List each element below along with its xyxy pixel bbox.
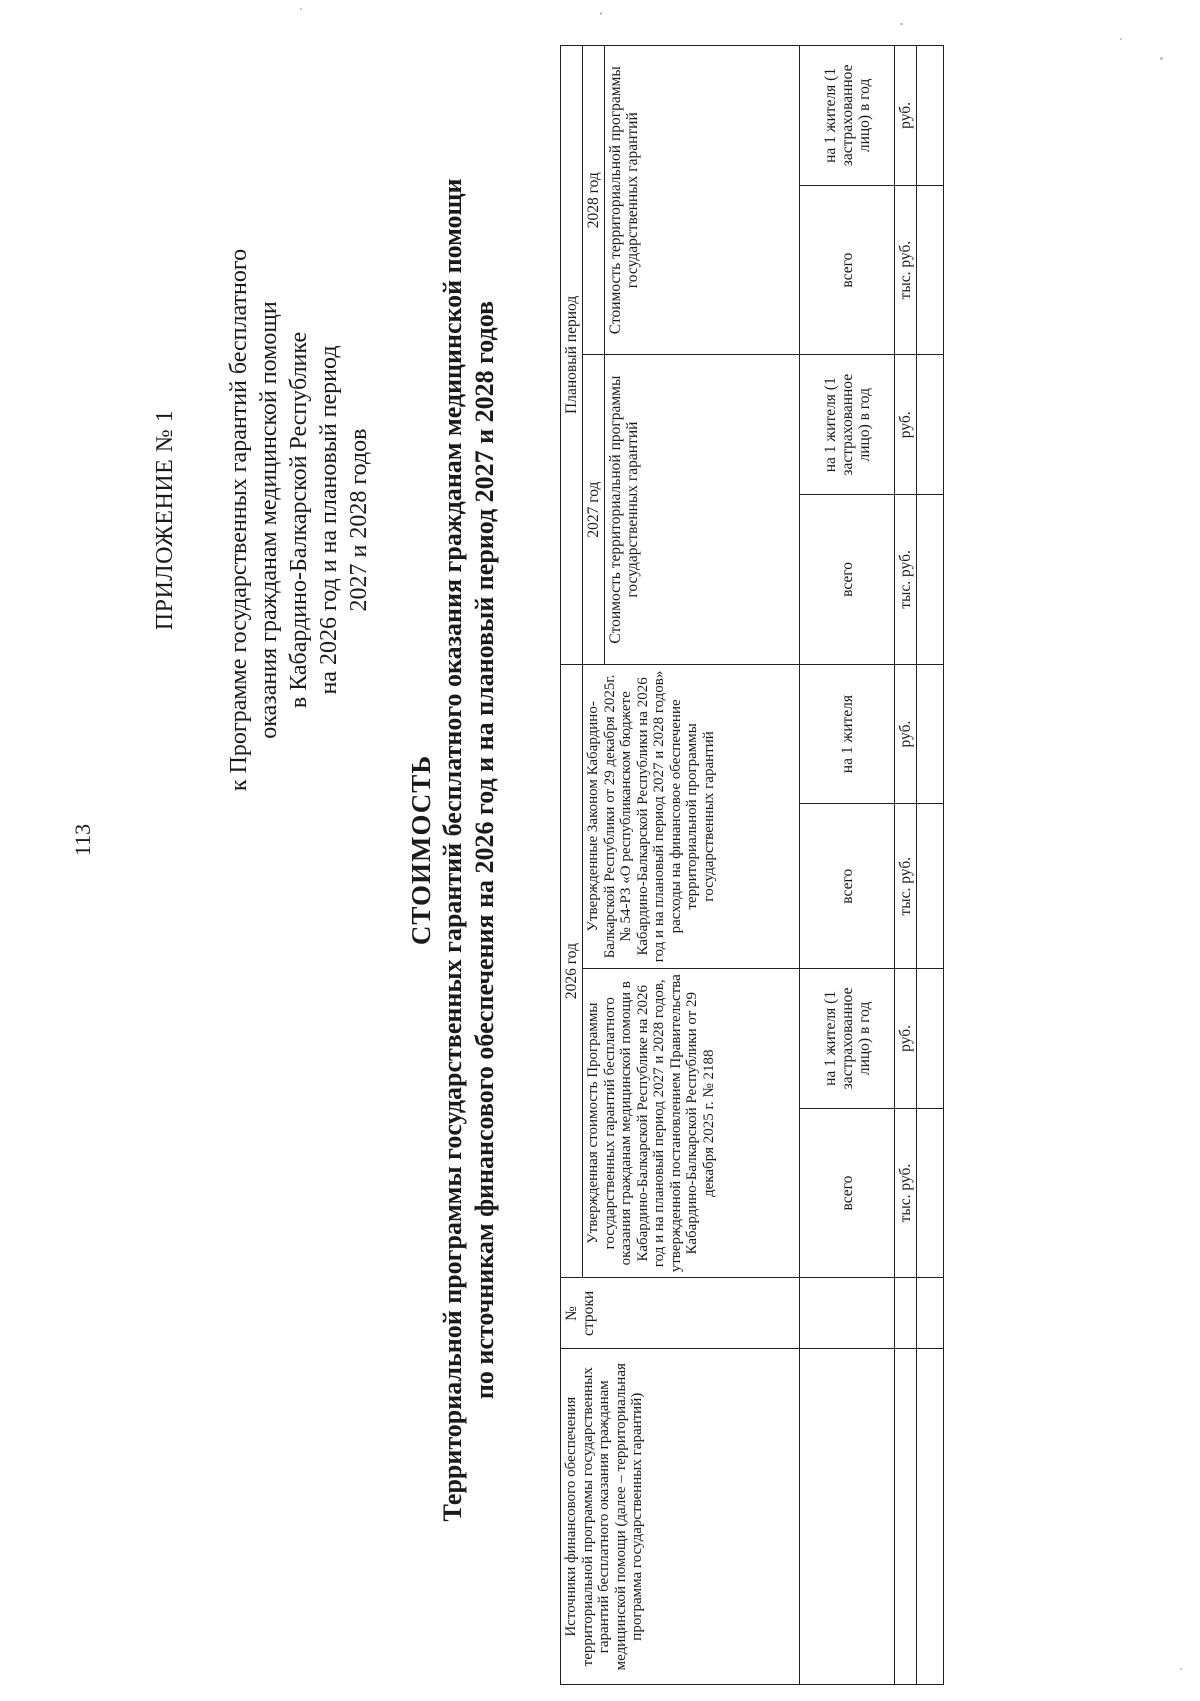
scan-noise xyxy=(1120,38,1122,40)
per-resident-header: на 1 жителя xyxy=(800,664,895,804)
heading-title: СТОИМОСТЬ xyxy=(406,754,436,946)
unit-cell: руб. xyxy=(895,664,917,804)
scan-noise xyxy=(300,8,302,10)
approved-cost-header: Утвержденная стоимость Программы государственных гарантий бесплатного оказания гражданам медицинской помощи в Кабардино-Балкарской Республике на 2026 год и на плановый период 2027 и 2028 годов, утвержденной постановлением Правительства Кабардино-Балкарской Республики от 29 декабря 2025 г. № 2188 xyxy=(583,969,800,1278)
year-2026-header: 2026 год xyxy=(561,664,583,1278)
source-header: Источники финансового обеспечения территориальной программы государственных гарантий бесплатного оказания гражданам медицинской помощи (далее – территориальная программа государственных гарантий) xyxy=(561,1349,800,1685)
year-2028-header: 2028 год xyxy=(583,46,605,355)
units-row xyxy=(895,46,917,1685)
table-header-row xyxy=(561,46,583,1685)
per-insured-header: на 1 жителя (1 застрахованное лицо) в год xyxy=(800,355,895,495)
appendix-line: в Кабардино-Балкарской Республике xyxy=(286,331,312,709)
year-2027-header: 2027 год xyxy=(583,355,605,664)
appendix-line: к Программе государственных гарантий бесплатного xyxy=(226,248,252,792)
document-heading xyxy=(405,0,501,1700)
row-number-header: № строки xyxy=(561,1278,800,1349)
scan-noise xyxy=(1160,57,1163,60)
total-header: всего xyxy=(800,804,895,969)
unit-cell: тыс. руб. xyxy=(895,1108,917,1278)
scan-noise xyxy=(600,12,602,15)
appendix-title: ПРИЛОЖЕНИЕ № 1 xyxy=(152,409,178,631)
appendix-line: на 2026 год и на плановый период xyxy=(316,345,342,695)
table-subheader-row xyxy=(800,46,895,1685)
scan-noise xyxy=(1180,1668,1182,1670)
unit-cell: тыс. руб. xyxy=(895,495,917,665)
total-header: всего xyxy=(800,1108,895,1278)
cost-2027-header: Стоимость территориальной программы государственных гарантий xyxy=(605,355,800,664)
cost-2028-header: Стоимость территориальной программы государственных гарантий xyxy=(605,46,800,355)
unit-cell: тыс. руб. xyxy=(895,185,917,355)
unit-cell: руб. xyxy=(895,46,917,186)
heading-line: Территориальной программы государственных гарантий бесплатного оказания гражданам медицинской помощи xyxy=(438,178,467,1522)
scan-noise xyxy=(900,23,903,25)
unit-cell: руб. xyxy=(895,355,917,495)
approved-law-header: Утвержденные Законом Кабардино-Балкарской Республики от 29 декабря 2025г. № 54-РЗ «О республиканском бюджете Кабардино-Балкарской Республики на 2026 год и на плановый период 2027 и 2028 годов» расходы на финансовое обеспечение территориальной программы государственных гарантий xyxy=(583,664,800,968)
appendix-line: оказания гражданам медицинской помощи xyxy=(256,301,282,739)
appendix-block xyxy=(150,110,374,930)
per-insured-header: на 1 жителя (1 застрахованное лицо) в год xyxy=(800,969,895,1109)
total-header: всего xyxy=(800,495,895,665)
unit-cell: тыс. руб. xyxy=(895,804,917,969)
table-row xyxy=(917,46,944,1685)
planned-period-header: Плановый период xyxy=(561,46,583,665)
heading-line: по источникам финансового обеспечения на 2026 год и на плановый период 2027 и 2028 годов xyxy=(470,300,499,1400)
appendix-line: 2027 и 2028 годов xyxy=(346,428,372,612)
total-header: всего xyxy=(800,185,895,355)
page-number: 113 xyxy=(70,823,95,857)
cost-table xyxy=(560,45,944,1685)
per-insured-header: на 1 жителя (1 застрахованное лицо) в год xyxy=(800,46,895,186)
unit-cell: руб. xyxy=(895,969,917,1109)
